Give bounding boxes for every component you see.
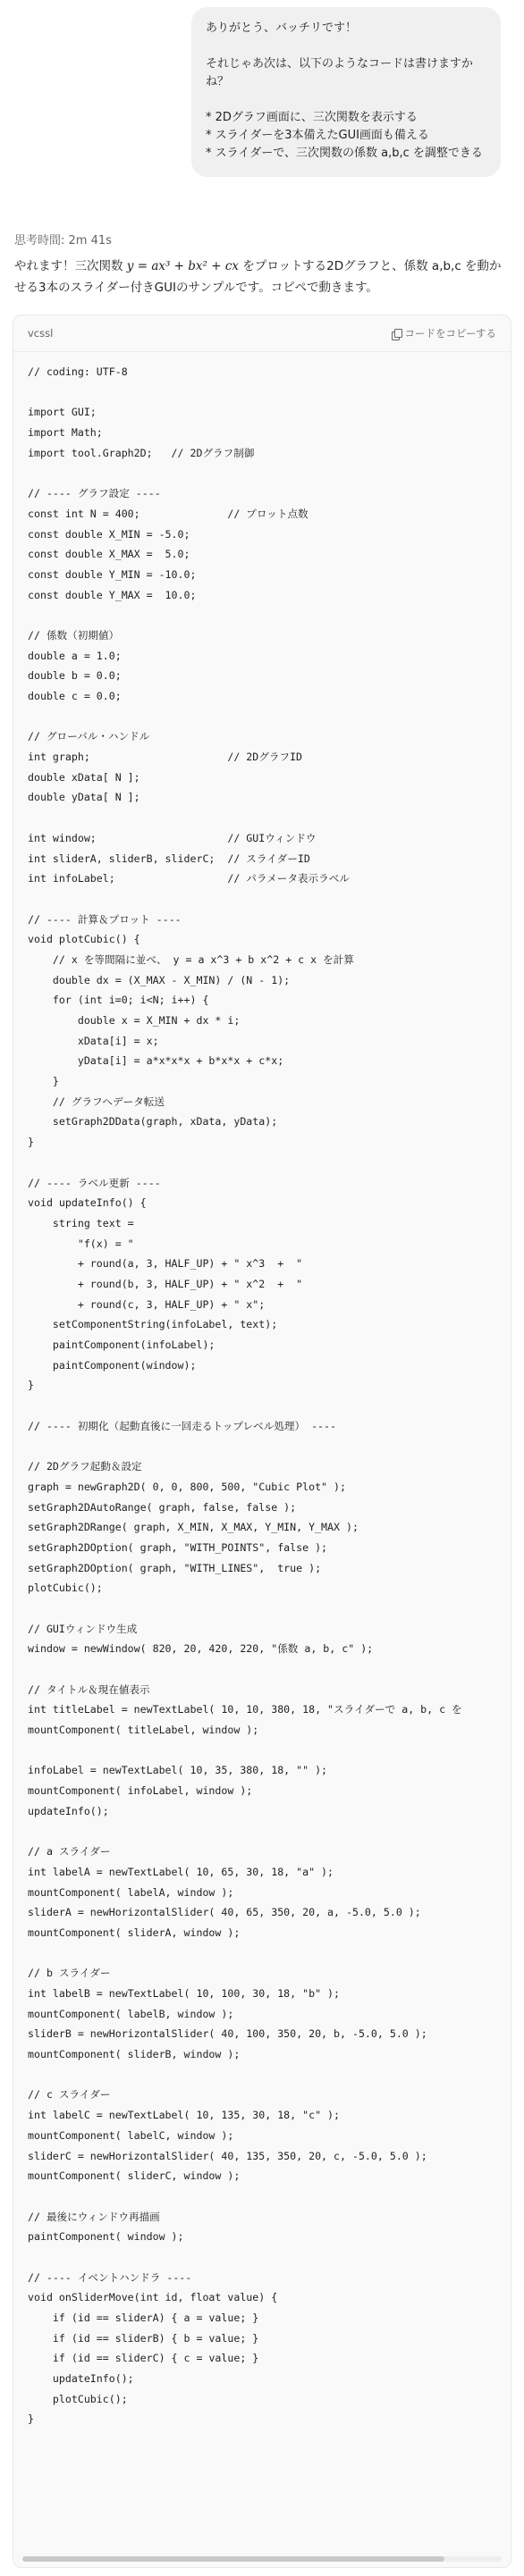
user-message-text: [206, 20, 486, 163]
user-message-line: [206, 91, 486, 109]
code-line: setGraph2DAutoRange( graph, false, false );: [28, 1500, 297, 1514]
code-line: mountComponent( titleLabel, window );: [28, 1724, 259, 1737]
code-line: import GUI;: [28, 406, 97, 419]
horizontal-scrollbar[interactable]: [22, 2556, 502, 2562]
intro-suffix: をプロットする2Dグラフと、係数 a,b,c を動かせる3本のスライダー付きGUIのサンプルです。コピペで動きます。: [14, 259, 502, 295]
code-line: updateInfo();: [28, 1804, 109, 1817]
code-line: + round(a, 3, HALF_UP) + " x^3 + ": [28, 1257, 303, 1271]
code-line: [28, 1598, 511, 1619]
code-line: int infoLabel; // パラメータ表示ラベル: [28, 872, 350, 885]
code-line: import tool.Graph2D; // 2Dグラフ制御: [28, 446, 255, 459]
user-message-line: * 2Dグラフ画面に、三次関数を表示する: [206, 111, 418, 124]
code-line: // b スライダー: [28, 1967, 111, 1980]
code-line: setGraph2DOption( graph, "WITH_LINES", true );: [28, 1561, 322, 1574]
code-line: double dx = (X_MAX - X_MIN) / (N - 1);: [28, 973, 291, 986]
code-line: // ---- イベントハンドラ ----: [28, 2270, 192, 2284]
code-line: if (id == sliderC) { c = value; }: [28, 2352, 259, 2365]
code-line: double b = 0.0;: [28, 669, 122, 683]
cubic-formula: y = ax³ + bx² + cx: [126, 259, 240, 273]
code-line: graph = newGraph2D( 0, 0, 800, 500, "Cubic Plot" );: [28, 1480, 346, 1493]
code-line: "f(x) = ": [28, 1237, 134, 1250]
code-line: if (id == sliderB) { b = value; }: [28, 2331, 259, 2345]
code-line: import Math;: [28, 426, 103, 440]
code-line: string text =: [28, 1216, 134, 1229]
code-line: [28, 1436, 511, 1456]
code-line: const int N = 400; // プロット点数: [28, 507, 308, 520]
code-line: }: [28, 1075, 59, 1088]
code-line: + round(b, 3, HALF_UP) + " x^2 + ": [28, 1277, 303, 1290]
code-line: [28, 463, 511, 483]
code-content: [28, 362, 511, 2429]
code-line: const double X_MAX = 5.0;: [28, 548, 190, 561]
code-line: // タイトル＆現在値表示: [28, 1682, 150, 1696]
copy-code-label: コードをコピーする: [404, 327, 496, 340]
code-line: int titleLabel = newTextLabel( 10, 10, 380, 18, "スライダーで a, b, c を: [28, 1703, 462, 1716]
code-line: + round(c, 3, HALF_UP) + " x";: [28, 1297, 266, 1311]
user-message-line: ありがとう、バッチリです！: [206, 21, 358, 35]
code-line: int graph; // 2DグラフID: [28, 751, 303, 764]
code-line: // coding: UTF-8: [28, 365, 128, 378]
code-line: yData[i] = a*x*x*x + b*x*x + c*x;: [28, 1054, 284, 1068]
code-line: void updateInfo() {: [28, 1196, 147, 1210]
code-line: [28, 889, 511, 910]
code-line: int sliderA, sliderB, sliderC; // スライダーID: [28, 852, 310, 865]
code-line: paintComponent(window);: [28, 1358, 197, 1372]
code-line: sliderA = newHorizontalSlider( 40, 65, 350, 20, a, -5.0, 5.0 );: [28, 1906, 421, 1919]
code-line: plotCubic();: [28, 2392, 128, 2405]
code-line: [28, 707, 511, 727]
code-line: double xData[ N ];: [28, 770, 140, 784]
code-line: // GUIウィンドウ生成: [28, 1622, 138, 1635]
code-line: }: [28, 1136, 34, 1149]
scrollbar-thumb[interactable]: [22, 2556, 444, 2562]
code-block-header: [13, 315, 511, 352]
code-line: [28, 1153, 511, 1173]
code-line: setGraph2DRange( graph, X_MIN, X_MAX, Y_MIN, Y_MAX );: [28, 1521, 359, 1534]
code-line: [28, 2065, 511, 2085]
code-line: window = newWindow( 820, 20, 420, 220, "係数 a, b, c" );: [28, 1642, 374, 1656]
code-line: [28, 1943, 511, 1964]
code-line: plotCubic();: [28, 1582, 103, 1595]
user-message-line: それじゃあ次は、以下のようなコードは書けますかね？: [206, 57, 474, 88]
code-block: [13, 315, 511, 2568]
code-line: paintComponent( window );: [28, 2230, 184, 2244]
code-line: const double X_MIN = -5.0;: [28, 527, 190, 541]
code-line: [28, 382, 511, 403]
code-line: double a = 1.0;: [28, 649, 122, 662]
code-language-label: vcssl: [28, 327, 54, 340]
code-line: [28, 605, 511, 625]
code-line: // ---- 初期化（起動直後に一回走るトップレベル処理） ----: [28, 1419, 336, 1432]
user-message-line: * スライダーで、三次関数の係数 a,b,c を調整できる: [206, 147, 483, 160]
code-line: // ---- グラフ設定 ----: [28, 487, 161, 500]
code-line: updateInfo();: [28, 2372, 134, 2386]
code-line: }: [28, 2412, 34, 2426]
code-line: double x = X_MIN + dx * i;: [28, 1014, 241, 1027]
code-line: if (id == sliderA) { a = value; }: [28, 2312, 259, 2324]
code-line: sliderC = newHorizontalSlider( 40, 135, 350, 20, c, -5.0, 5.0 );: [28, 2149, 427, 2162]
code-line: int labelC = newTextLabel( 10, 135, 30, 18, "c" );: [28, 2109, 341, 2122]
code-line: [28, 1396, 511, 1416]
user-message-bubble: [191, 7, 501, 177]
code-line: [28, 2186, 511, 2207]
code-line: // 係数（初期値）: [28, 628, 120, 642]
code-line: // 最後にウィンドウ再描画: [28, 2210, 160, 2223]
code-line: double c = 0.0;: [28, 690, 122, 702]
assistant-response-intro: [14, 256, 508, 298]
code-line: // ---- ラベル更新 ----: [28, 1176, 161, 1189]
code-line: [28, 1822, 511, 1842]
code-line: const double Y_MIN = -10.0;: [28, 567, 197, 581]
code-line: double yData[ N ];: [28, 791, 140, 804]
code-line: [28, 1659, 511, 1680]
user-message-line: [206, 38, 486, 55]
code-line: // c スライダー: [28, 2088, 111, 2102]
user-message-line: * スライダーを3本備えたGUI画面も備える: [206, 129, 429, 142]
code-line: mountComponent( labelA, window );: [28, 1885, 234, 1899]
code-line: sliderB = newHorizontalSlider( 40, 100, 350, 20, b, -5.0, 5.0 );: [28, 2027, 427, 2041]
code-line: xData[i] = x;: [28, 1034, 159, 1047]
code-line: mountComponent( labelB, window );: [28, 2007, 234, 2020]
code-line: // a スライダー: [28, 1845, 111, 1859]
code-line: const double Y_MAX = 10.0;: [28, 588, 197, 601]
code-line: // ---- 計算＆プロット ----: [28, 912, 182, 926]
code-line: mountComponent( infoLabel, window );: [28, 1784, 253, 1798]
code-line: setGraph2DOption( graph, "WITH_POINTS", false );: [28, 1540, 328, 1554]
code-line: int labelB = newTextLabel( 10, 100, 30, 18, "b" );: [28, 1987, 341, 2000]
code-line: [28, 1741, 511, 1761]
code-line: int window; // GUIウィンドウ: [28, 831, 317, 844]
code-line: mountComponent( sliderB, window );: [28, 2048, 241, 2061]
code-line: [28, 808, 511, 828]
code-line: mountComponent( labelC, window );: [28, 2128, 234, 2142]
code-line: // x を等間隔に並べ、 y = a x^3 + b x^2 + c x を計算: [28, 952, 354, 966]
code-line: int labelA = newTextLabel( 10, 65, 30, 18, "a" );: [28, 1865, 334, 1878]
copy-icon: [392, 329, 401, 339]
code-line: void onSliderMove(int id, float value) {: [28, 2291, 278, 2304]
code-line: setComponentString(infoLabel, text);: [28, 1318, 278, 1331]
code-line: // グローバル・ハンドル: [28, 730, 150, 743]
code-line: [28, 2247, 511, 2268]
code-line: paintComponent(infoLabel);: [28, 1338, 216, 1351]
code-line: // 2Dグラフ起動＆設定: [28, 1460, 142, 1473]
copy-code-button[interactable]: [392, 326, 496, 340]
code-line: for (int i=0; i<N; i++) {: [28, 994, 209, 1007]
thinking-time-label[interactable]: 思考時間: 2m 41s: [14, 234, 112, 248]
code-line: setGraph2DData(graph, xData, yData);: [28, 1115, 278, 1129]
code-line: mountComponent( sliderC, window );: [28, 2169, 241, 2183]
code-line: infoLabel = newTextLabel( 10, 35, 380, 18, "" );: [28, 1764, 328, 1777]
intro-prefix: やれます！三次関数: [14, 259, 127, 273]
code-line: void plotCubic() {: [28, 933, 140, 946]
code-line: }: [28, 1379, 34, 1392]
code-line: // グラフへデータ転送: [28, 1095, 165, 1108]
code-line: mountComponent( sliderA, window );: [28, 1926, 241, 1939]
